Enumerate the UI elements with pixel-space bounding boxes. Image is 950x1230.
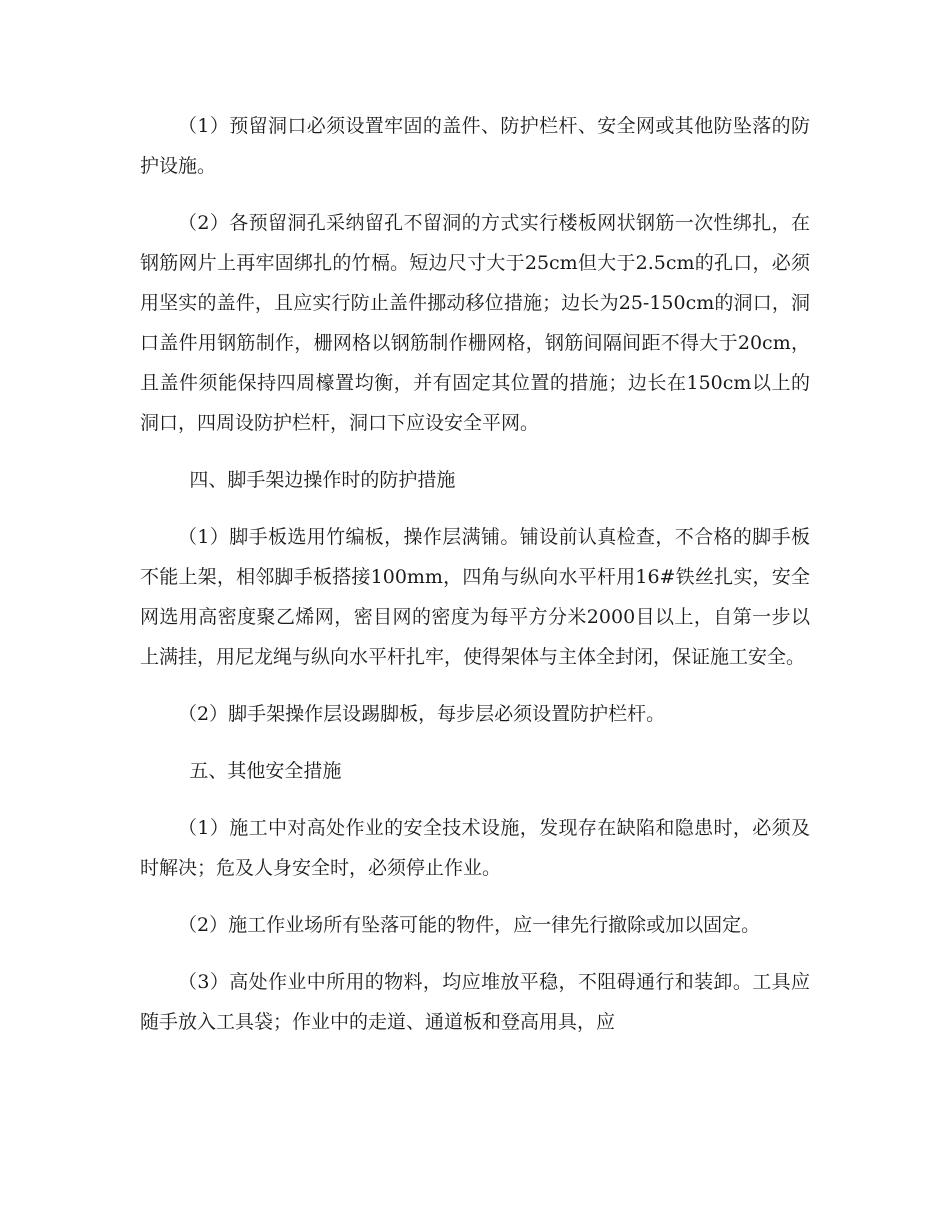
paragraph-scaffold-board: （1）脚手板选用竹编板，操作层满铺。铺设前认真检查，不合格的脚手板不能上架，相邻脚手板搭接100mm，四角与纵向水平杆用16#铁丝扎实，安全网选用高密度聚乙烯网，密目网的密度为每平方分米2000目以上，自第一步以上满挂，用尼龙绳与纵向水平杆扎牢，使得架体与主体全封闭，保证施工安全。 xyxy=(140,526,810,668)
paragraph-scaffold-toeboard: （2）脚手架操作层设踢脚板，每步层必须设置防护栏杆。 xyxy=(178,703,666,725)
paragraph-reserved-opening-cover: （1）预留洞口必须设置牢固的盖件、防护栏杆、安全网或其他防坠落的防护设施。 xyxy=(140,115,810,177)
paragraph-defect-handling: （1）施工中对高处作业的安全技术设施，发现存在缺陷和隐患时，必须及时解决；危及人身安全时，必须停止作业。 xyxy=(140,817,810,879)
document-body xyxy=(140,106,810,1059)
paragraph-materials-stacking: （3）高处作业中所用的物料，均应堆放平稳，不阻碍通行和装卸。工具应随手放入工具袋；作业中的走道、通道板和登高用具，应 xyxy=(140,971,810,1033)
section-heading-scaffold: 四、脚手架边操作时的防护措施 xyxy=(189,469,456,491)
paragraph-reserved-hole-rebar: （2）各预留洞孔采纳留孔不留洞的方式实行楼板网状钢筋一次性绑扎，在钢筋网片上再牢固绑扎的竹槅。短边尺寸大于25cm但大于2.5cm的孔口，必须用坚实的盖件，且应实行防止盖件挪动移位措施；边长为25-150cm的洞口，洞口盖件用钢筋制作，栅网格以钢筋制作栅网格，钢筋间隔间距不得大于20cm，且盖件须能保持四周檺置均衡，并有固定其位置的措施；边长在150cm以上的洞口，四周设防护栏杆，洞口下应设安全平网。 xyxy=(140,212,810,434)
section-heading-other-safety: 五、其他安全措施 xyxy=(189,760,342,782)
paragraph-falling-objects: （2）施工作业场所有坠落可能的物件，应一律先行撤除或加以固定。 xyxy=(178,914,761,936)
